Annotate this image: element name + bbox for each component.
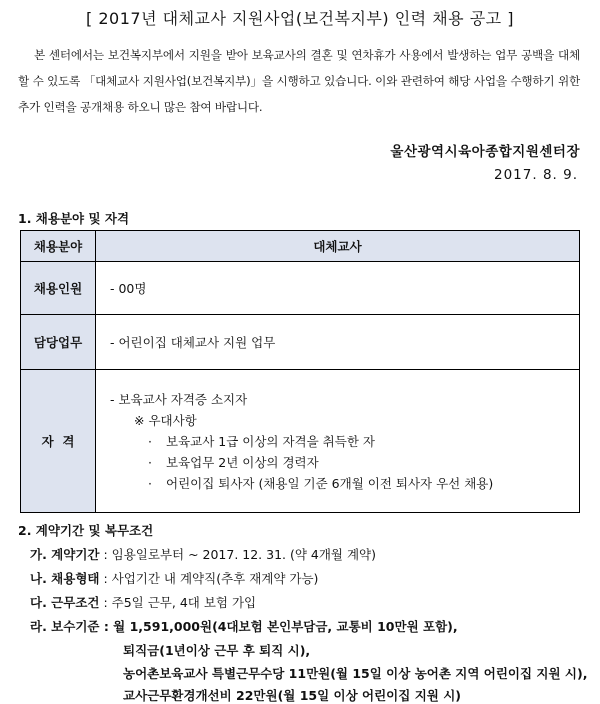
requirements-table [20,230,580,513]
salary-detail: 농어촌보육교사 특별근무수당 11만원(월 15일 이상 농어촌 지역 어린이집 지원 시), [123,666,588,681]
work-conditions [30,593,256,611]
section2-heading: 2. 계약기간 및 복무조건 [18,523,154,538]
employment-type [30,569,318,587]
bullet-icon: · [148,433,152,449]
salary-standard-value: : 월 1,591,000원(4대보험 본인부담금, 교통비 10만원 포함), [99,619,458,634]
preference-item [110,473,578,494]
intro-paragraph [18,42,580,120]
salary-standard [30,617,458,635]
section1-heading: 1. 채용분야 및 자격 [18,211,130,226]
row-label-field: 채용분야 [21,231,96,262]
preference-item-text: 보육업무 2년 이상의 경력자 [166,454,319,470]
announcement-date: 2017. 8. 9. [494,167,578,183]
table-row [21,315,580,370]
row-label-qualification: 자 격 [21,370,96,513]
table-row [21,262,580,315]
table-row [21,231,580,262]
salary-detail: 퇴직금(1년이상 근무 후 퇴직 시), [123,643,311,658]
page-title: [ 2017년 대체교사 지원사업(보건복지부) 인력 채용 공고 ] [86,9,514,28]
contract-period-value: : 임용일로부터 ~ 2017. 12. 31. (약 4개월 계약) [99,547,377,562]
row-value-qualification [96,370,580,513]
qualification-main: - 보육교사 자격증 소지자 [110,391,248,407]
contract-period-label: 가. 계약기간 [30,547,100,562]
employment-type-value: : 사업기간 내 계약직(추후 재계약 가능) [99,571,319,586]
row-value-field: 대체교사 [96,231,580,262]
preference-item-text: 어린이집 퇴사자 (채용일 기준 6개월 이전 퇴사자 우선 채용) [166,475,494,491]
bullet-icon: · [148,475,152,491]
work-conditions-label: 다. 근무조건 [30,595,100,610]
intro-text: 본 센터에서는 보건복지부에서 지원을 받아 보육교사의 결혼 및 연차휴가 사용에서 발생하는 업무 공백을 대체할 수 있도록 「대체교사 지원사업(보건복지부)」을 시행하고 있습니다. 이와 관련하여 해당 사업을 수행하기 위한 추가 인력을 공개채용 하오니 많은 참여 바랍니다. [18,48,580,114]
contract-period [30,545,376,563]
organization-name: 울산광역시육아종합지원센터장 [390,144,580,160]
row-value-count: - 00명 [96,262,580,315]
bullet-icon: · [148,454,152,470]
row-value-duty: - 어린이집 대체교사 지원 업무 [96,315,580,370]
preference-item-text: 보육교사 1급 이상의 자격을 취득한 자 [166,433,375,449]
preference-title: ※ 우대사항 [134,412,197,428]
salary-detail: 교사근무환경개선비 22만원(월 15일 이상 어린이집 지원 시) [123,688,461,703]
salary-standard-label: 라. 보수기준 [30,619,100,634]
preference-item [110,452,578,473]
row-label-count: 채용인원 [21,262,96,315]
work-conditions-value: : 주5일 근무, 4대 보험 가입 [99,595,257,610]
employment-type-label: 나. 채용형태 [30,571,100,586]
preference-item [110,431,578,452]
row-label-duty: 담당업무 [21,315,96,370]
table-row [21,370,580,513]
